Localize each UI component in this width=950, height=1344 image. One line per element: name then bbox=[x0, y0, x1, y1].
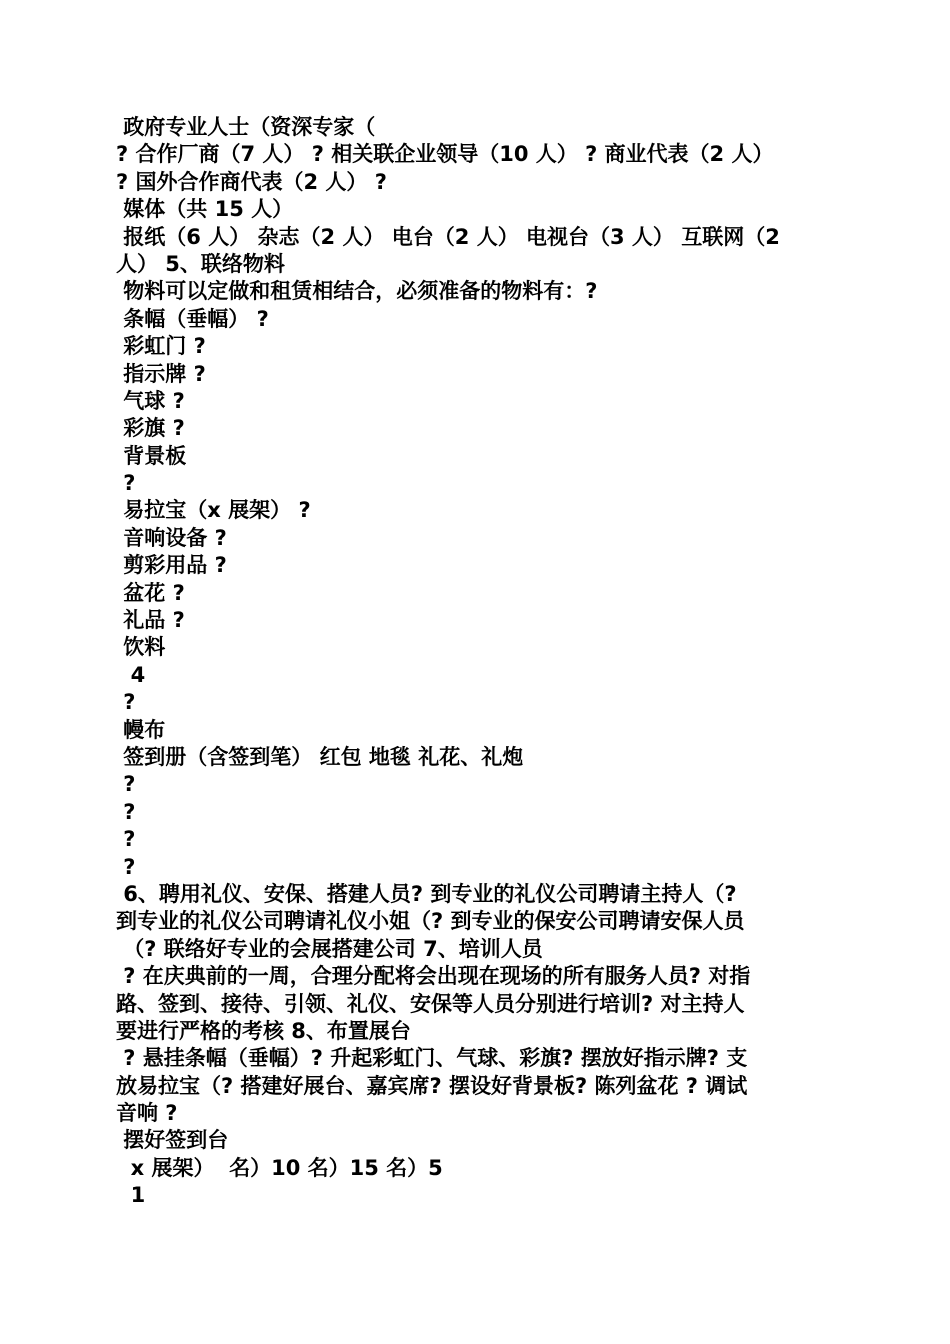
text-line: 签到册（含签到笔） 红包 地毯 礼花、礼炮 bbox=[116, 744, 524, 769]
text-line: 条幅（垂幅） ? bbox=[116, 306, 269, 331]
text-line: 媒体（共 15 人） bbox=[116, 197, 294, 222]
text-line: 物料可以定做和租赁相结合，必须准备的物料有：? bbox=[116, 279, 598, 304]
text-line: 路、签到、接待、引领、礼仪、安保等人员分别进行培训? 对主持人 bbox=[116, 991, 745, 1016]
text-line: ? bbox=[116, 854, 136, 879]
text-line: 礼品 ? bbox=[116, 608, 185, 633]
document-body bbox=[116, 114, 836, 1210]
text-line: ? 在庆典前的一周，合理分配将会出现在现场的所有服务人员? 对指 bbox=[116, 964, 751, 989]
text-line: ? 悬挂条幅（垂幅）? 升起彩虹门、气球、彩旗? 摆放好指示牌? 支 bbox=[116, 1046, 748, 1071]
text-line: 彩旗 ? bbox=[116, 416, 185, 441]
text-line: ? bbox=[116, 799, 136, 824]
text-line: 易拉宝（x 展架） ? bbox=[116, 498, 311, 523]
text-line: ? 国外合作商代表（2 人） ? bbox=[116, 169, 387, 194]
text-line: 彩虹门 ? bbox=[116, 334, 206, 359]
text-line: 音响 ? bbox=[116, 1101, 178, 1126]
text-line: ? bbox=[116, 690, 136, 715]
text-line: 要进行严格的考核 8、布置展台 bbox=[116, 1018, 411, 1043]
text-line: 背景板 bbox=[116, 443, 187, 468]
text-line: 6、聘用礼仪、安保、搭建人员? 到专业的礼仪公司聘请主持人（? bbox=[116, 881, 737, 906]
text-line: 到专业的礼仪公司聘请礼仪小姐（? 到专业的保安公司聘请安保人员 bbox=[116, 909, 745, 934]
text-line: ? 合作厂商（7 人） ? 相关联企业领导（10 人） ? 商业代表（2 人） bbox=[116, 142, 774, 167]
text-line: 放易拉宝（? 搭建好展台、嘉宾席? 摆设好背景板? 陈列盆花 ? 调试 bbox=[116, 1073, 748, 1098]
text-line: 音响设备 ? bbox=[116, 525, 227, 550]
text-line: 政府专业人士（资深专家（ bbox=[116, 115, 376, 139]
text-line: 人） 5、联络物料 bbox=[116, 251, 285, 276]
text-line: 盆花 ? bbox=[116, 580, 185, 605]
text-line: （? 联络好专业的会展搭建公司 7、培训人员 bbox=[116, 936, 543, 961]
text-line: 幔布 bbox=[116, 717, 166, 742]
text-line: 摆好签到台 bbox=[116, 1128, 229, 1153]
text-line: ? bbox=[116, 772, 136, 797]
text-line: 指示牌 ? bbox=[116, 361, 206, 386]
text-line: 饮料 bbox=[116, 635, 166, 660]
text-line: 气球 ? bbox=[116, 388, 185, 413]
text-line: 剪彩用品 ? bbox=[116, 553, 227, 578]
text-line: 报纸（6 人） 杂志（2 人） 电台（2 人） 电视台（3 人） 互联网（2 bbox=[116, 224, 780, 249]
text-line: ? bbox=[116, 471, 136, 496]
text-line: x 展架） 名）10 名）15 名）5 bbox=[116, 1155, 443, 1180]
text-line: ? bbox=[116, 827, 136, 852]
text-line: 4 bbox=[116, 662, 146, 687]
text-line: 1 bbox=[116, 1183, 146, 1208]
